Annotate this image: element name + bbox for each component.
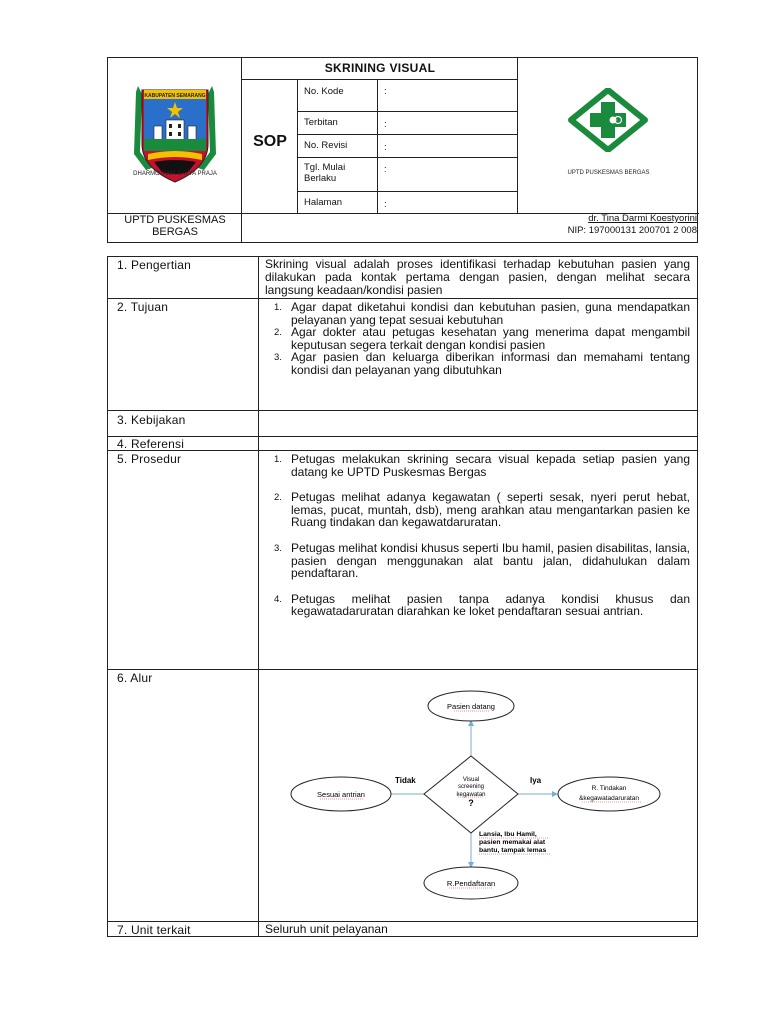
sop-label: SOP	[253, 133, 287, 150]
svg-text:Visual: Visual	[462, 777, 480, 783]
svg-text:?: ?	[468, 798, 474, 808]
row-label-alur: 6. Alur	[117, 671, 153, 685]
document-title: SKRINING VISUAL	[324, 61, 436, 75]
tujuan-list	[265, 301, 690, 377]
row-label-pengertian: 1. Pengertian	[117, 258, 191, 272]
svg-text:bantu, tampak lemas: bantu, tampak lemas	[479, 847, 547, 854]
svg-text:kegawatan: kegawatan	[456, 792, 486, 798]
signer-nip: NIP: 197000131 200701 2 008	[567, 225, 697, 236]
svg-text:R.Pendaftaran: R.Pendaftaran	[446, 879, 496, 888]
sop-header-table	[107, 57, 698, 243]
sop-content-table	[107, 256, 698, 937]
row-label-kebijakan: 3. Kebijakan	[117, 413, 186, 427]
field-no-kode-label: No. Kode	[304, 86, 344, 97]
flowchart	[259, 673, 699, 919]
prosedur-list	[265, 453, 690, 631]
kabupaten-semarang-logo	[108, 58, 242, 213]
row-label-tujuan: 2. Tujuan	[117, 300, 169, 314]
list-item: 1. Agar dapat diketahui kondisi dan kebutuhan pasien, guna mendapatkan pelayanan yang tepat sesuai kebutuhan	[274, 300, 690, 327]
label-iya: Iya	[530, 776, 542, 785]
field-tgl-mulai-label: Tgl. Mulai Berlaku	[304, 162, 346, 184]
list-item: 1. Petugas melakukan skrining secara visual kepada setiap pasien yang datang ke UPTD Puskesmas Bergas	[274, 452, 690, 479]
field-no-revisi-value: :	[384, 142, 387, 153]
field-terbitan-label: Terbitan	[304, 117, 338, 128]
logo-banner-text: KABUPATEN SEMARANG	[144, 93, 206, 99]
list-item: 2. Agar dokter atau petugas kesehatan yang menerima dapat mengambil keputusan segera terkait dengan kondisi pasien	[274, 325, 690, 352]
list-item: 4. Petugas melihat pasien tanpa adanya kondisi khusus dan kegawatadaruratan diarahkan ke loket pendaftaran sesuai antrian.	[274, 591, 690, 619]
svg-text:R. Tindakan: R. Tindakan	[591, 785, 627, 792]
puskesmas-logo	[518, 58, 699, 213]
node-top-text: Pasien datang	[447, 702, 495, 711]
unit-terkait-text: Seluruh unit pelayanan	[265, 922, 388, 936]
left-logo-caption: DHARMOTAMA SATYA PRAJA	[133, 171, 217, 177]
signer-name: dr. Tina Darmi Koestyorini	[588, 213, 697, 224]
field-terbitan-value: :	[384, 119, 387, 130]
row-label-referensi: 4. Referensi	[117, 437, 185, 451]
row-label-prosedur: 5. Prosedur	[117, 452, 182, 466]
field-no-revisi-label: No. Revisi	[304, 140, 348, 151]
field-tgl-mulai-value: :	[384, 164, 387, 175]
svg-text:Lansia, Ibu Hamil,: Lansia, Ibu Hamil,	[479, 831, 537, 838]
right-logo-caption: UPTD PUSKESMAS BERGAS	[567, 170, 650, 176]
node-r-tindakan	[558, 777, 660, 811]
list-item: 3. Petugas melihat kondisi khusus seperti Ibu hamil, pasien disabilitas, lansia, pasien dengan menggunakan alat bantu jalan, didahulukan dalam pendaftaran.	[274, 540, 690, 581]
list-item: 3. Agar pasien dan keluarga diberikan informasi dan memahami tentang kondisi dan pelayanan yang dibutuhkan	[274, 350, 690, 377]
label-tidak: Tidak	[395, 776, 416, 785]
svg-text:pasien memakai alat: pasien memakai alat	[479, 839, 546, 846]
pengertian-text: Skrining visual adalah proses identifikasi terhadap kebutuhan pasien yang dilakukan pada kontak pertama dengan pasien, dengan melihat secara langsung keadaan/kondisi pasien	[265, 257, 690, 297]
unit-name: UPTD PUSKESMAS BERGAS	[124, 214, 226, 238]
row-label-unit-terkait: 7. Unit terkait	[117, 923, 191, 937]
signer-block	[522, 213, 697, 237]
field-halaman-value: :	[384, 199, 387, 210]
svg-text:&kegawatadaruratan: &kegawatadaruratan	[579, 795, 639, 802]
list-item: 2. Petugas melihat adanya kegawatan ( seperti sesak, nyeri perut hebat, lemas, pucat, muntah, dsb), meng arahkan atau mengantarkan pasien ke Ruang tindakan dan kegawatdaruratan.	[274, 490, 690, 530]
svg-text:Sesuai antrian: Sesuai antrian	[317, 790, 365, 799]
svg-text:screening: screening	[457, 784, 485, 790]
field-halaman-label: Halaman	[304, 197, 343, 208]
field-no-kode-value: :	[384, 86, 387, 97]
